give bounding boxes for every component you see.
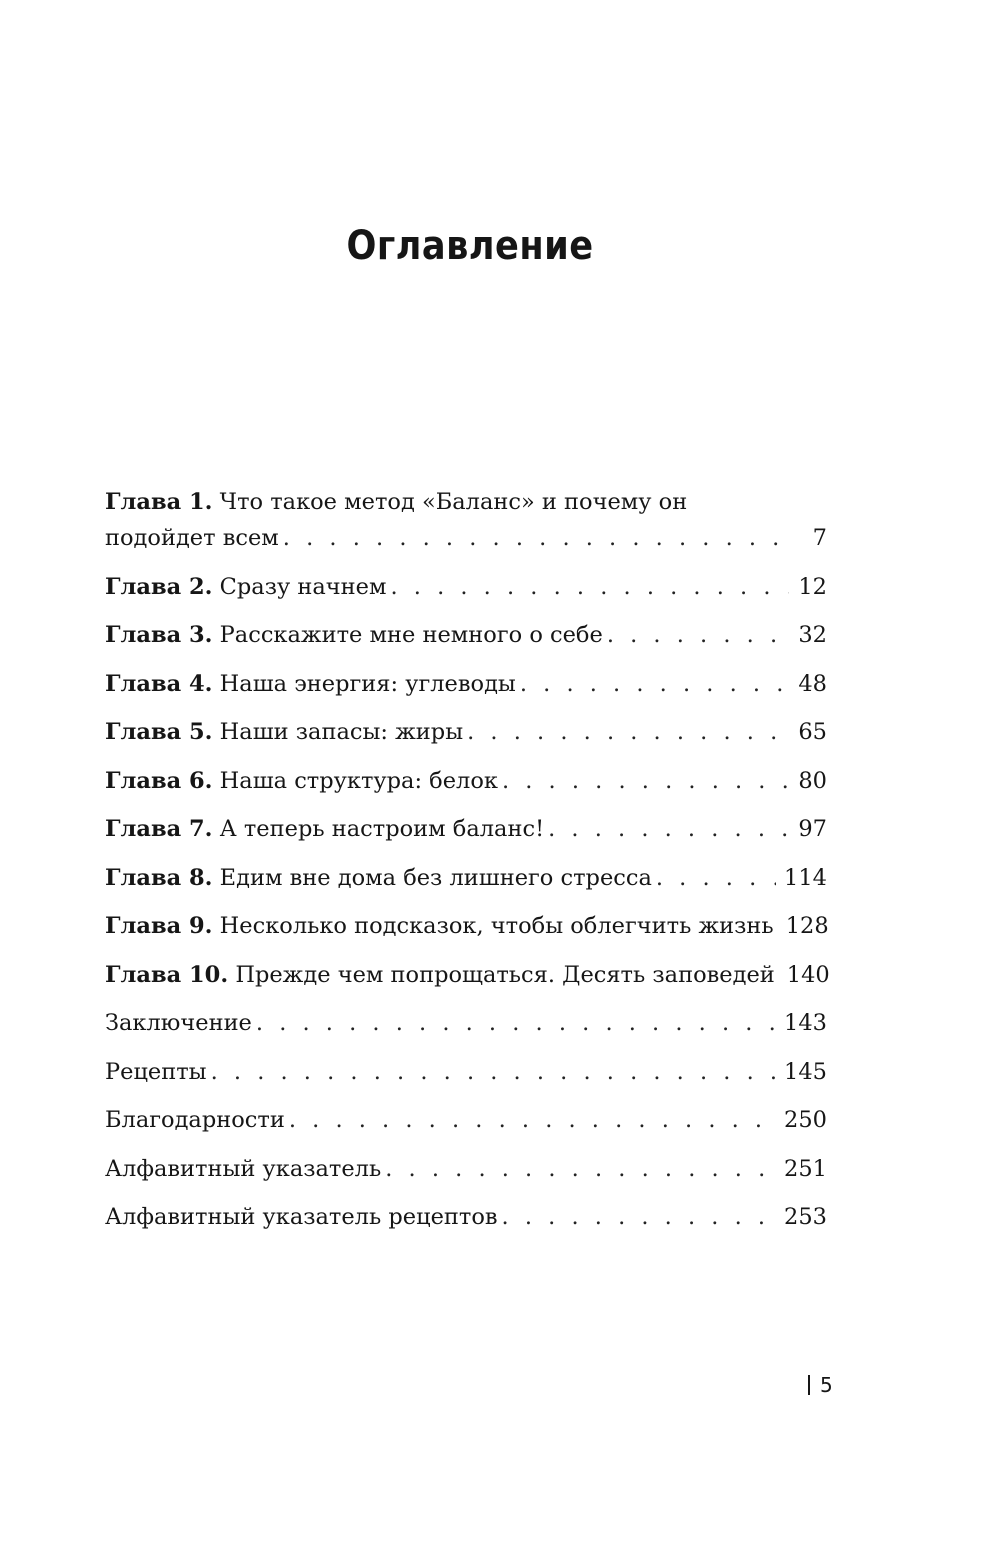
chapter-label: Глава 4.: [105, 670, 213, 697]
chapter-title: Прежде чем попрощаться. Десять заповедей: [235, 961, 775, 988]
dot-leader: [502, 1199, 777, 1235]
chapter-title: Наша структура: белок: [219, 767, 498, 794]
section-title: Алфавитный указатель: [105, 1155, 382, 1182]
page-number: 80: [798, 767, 827, 794]
dot-leader: [467, 714, 789, 750]
toc-entry-chapter-9[interactable]: [105, 908, 827, 944]
toc-entry-chapter-8[interactable]: [105, 860, 827, 896]
toc-entry-second-line: [105, 520, 827, 556]
chapter-label: Глава 2.: [105, 573, 213, 600]
chapter-title: Несколько подсказок, чтобы облегчить жизнь: [219, 913, 774, 939]
chapter-label: Глава 5.: [105, 719, 213, 745]
toc-entry-chapter-6[interactable]: [105, 763, 827, 799]
dot-leader: [385, 1151, 776, 1187]
page-number: 145: [784, 1058, 827, 1085]
toc-entry-chapter-3[interactable]: [105, 617, 827, 653]
toc-entry-chapter-2[interactable]: [105, 569, 827, 605]
section-title: Благодарности: [105, 1107, 285, 1133]
page-number: 253: [784, 1204, 827, 1230]
page-number: 114: [784, 864, 827, 891]
chapter-label: Глава 1.: [105, 489, 213, 515]
chapter-title: Сразу начнем: [219, 573, 387, 600]
page-title: Оглавление: [346, 223, 594, 269]
page-number: 12: [798, 573, 827, 600]
section-title: Алфавитный указатель рецептов: [105, 1204, 498, 1230]
toc-entry-chapter-7[interactable]: [105, 811, 827, 847]
toc-entry-chapter-10[interactable]: [105, 957, 830, 993]
toc-entry-index[interactable]: [105, 1151, 827, 1187]
section-title: Рецепты: [105, 1058, 207, 1085]
dot-leader: [607, 617, 789, 653]
chapter-title: Наши запасы: жиры: [219, 719, 464, 745]
toc-entry-chapter-4[interactable]: [105, 666, 827, 702]
dot-leader: [256, 1005, 776, 1041]
page-number: 97: [798, 816, 827, 842]
page-number: 140: [786, 961, 830, 988]
chapter-label: Глава 9.: [105, 913, 213, 939]
chapter-label: Глава 6.: [105, 767, 213, 794]
page-number: 251: [784, 1155, 827, 1182]
dot-leader: [283, 520, 789, 556]
chapter-label: Глава 7.: [105, 816, 213, 842]
toc-entry-acknowledgements[interactable]: [105, 1102, 827, 1138]
chapter-title-line-2: подойдет всем: [105, 525, 279, 551]
page-number: 143: [784, 1010, 827, 1036]
page-folio: [808, 1374, 833, 1396]
dot-leader: [211, 1054, 776, 1090]
toc-entry-first-line: [105, 484, 827, 520]
dot-leader: [502, 763, 789, 799]
toc-entry-recipes[interactable]: [105, 1054, 827, 1090]
folio-number: 5: [820, 1373, 833, 1397]
chapter-label: Глава 10.: [105, 961, 229, 988]
table-of-contents: [105, 484, 830, 1248]
toc-entry-recipe-index[interactable]: [105, 1199, 827, 1235]
page-number: 32: [798, 622, 827, 648]
chapter-title-line-1: Что такое метод «Баланс» и почему он: [219, 489, 688, 515]
chapter-title: Наша энергия: углеводы: [219, 670, 516, 697]
dot-leader: [390, 569, 789, 605]
section-title: Заключение: [105, 1010, 252, 1036]
page-number: 250: [784, 1107, 827, 1133]
chapter-title: Едим вне дома без лишнего стресса: [219, 864, 652, 891]
page-number: 128: [785, 913, 829, 939]
folio-bar: [808, 1375, 810, 1395]
chapter-title: Расскажите мне немного о себе: [219, 622, 603, 648]
toc-entry-chapter-5[interactable]: [105, 714, 827, 750]
chapter-label: Глава 8.: [105, 864, 213, 891]
chapter-label: Глава 3.: [105, 622, 213, 648]
dot-leader: [520, 666, 789, 702]
page-number: 48: [798, 670, 827, 697]
dot-leader: [548, 811, 789, 847]
page-number: 65: [798, 719, 827, 745]
dot-leader: [289, 1102, 776, 1138]
chapter-title: А теперь настроим баланс!: [219, 816, 545, 842]
toc-entry-chapter-1[interactable]: [105, 484, 827, 556]
page-number: 7: [812, 525, 827, 551]
dot-leader: [656, 860, 776, 896]
toc-entry-conclusion[interactable]: [105, 1005, 827, 1041]
